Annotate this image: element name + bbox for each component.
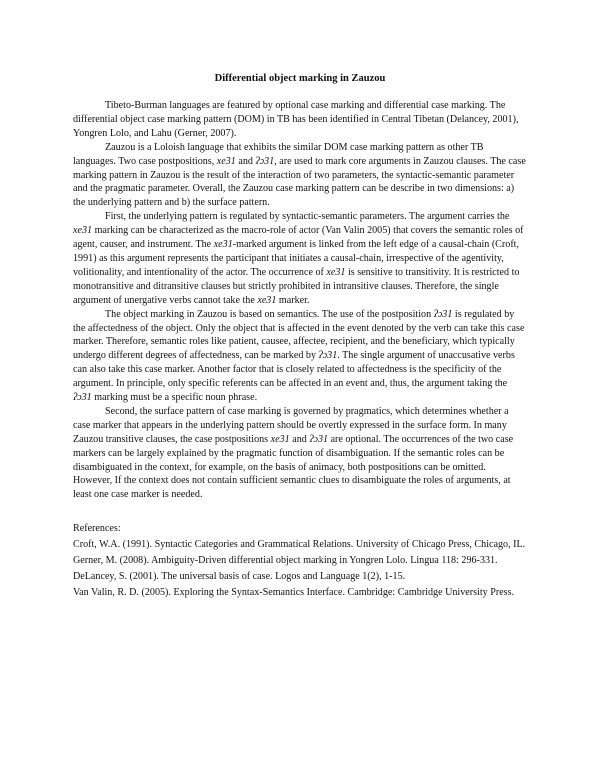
paragraph-text: marker. xyxy=(276,294,310,306)
paragraph-text: -marked argument is linked from the left edge of a causal-chain (Croft, 1991) as this argument represents the participant that initiates a causal-chain, irrespective of the agentivity, volitionality, and intentionality of the actor. The occurrence of xyxy=(73,239,520,278)
body-paragraph xyxy=(73,141,527,211)
case-marker-term: xe31 xyxy=(326,266,346,278)
body-paragraph xyxy=(73,308,527,405)
case-marker-term: xe31 xyxy=(257,294,277,306)
paragraph-text: . The single argument of unaccusative verbs can also take this case marker. Another factor that is closely related to affectedness is the specificity of the argument. In principle, only specific referents can be affected in an event and, thus, the argument taking the xyxy=(73,350,515,390)
paragraph-text: are optional. The occurrences of the two case markers can be largely explained by the pragmatic function of disambiguation. If the semantic roles can be disambiguated in the context, for example, on the basis of animacy, both postpositions can be omitted. However, If the context does not contain sufficient semantic clues to disambiguate the roles of arguments, at least one case marker is needed. xyxy=(73,433,514,501)
paragraph-text: is regulated by the affectedness of the object. Only the object that is affected in the event denoted by the verb can take this case marker. Therefore, semantic roles like patient, causee, affectee, recipient, and the beneficiary, which typically undergo different degrees of affectedness, can be marked by xyxy=(73,308,525,362)
case-marker-term: xe31 xyxy=(213,239,233,251)
paragraph-text: Tibeto-Burman languages are featured by optional case marking and differential case marking. The differential object case marking pattern (DOM) in TB has been identified in Central Tibetan (Delancey, 2001), Yongren Lolo, and Lahu (Gerner, 2007). xyxy=(73,100,519,139)
case-marker-term: ʔɔ31 xyxy=(73,392,92,404)
case-marker-term: ʔɔ31 xyxy=(433,308,453,320)
paragraph-text: The object marking in Zauzou is based on semantics. The use of the postposition xyxy=(105,308,434,320)
paragraph-text: marking must be a specific noun phrase. xyxy=(91,392,258,404)
paragraph-text: marking can be characterized as the macro-role of actor (Van Valin 2005) that covers the semantic roles of agent, causer, and instrument. The xyxy=(73,225,524,251)
case-marker-term: ʔɔ31 xyxy=(309,433,329,445)
case-marker-term: xe31 xyxy=(270,433,290,445)
paragraph-text: and xyxy=(289,433,310,445)
case-marker-term: xe31 xyxy=(73,225,93,237)
paragraph-text: First, the underlying pattern is regulated by syntactic-semantic parameters. The argument carries the xyxy=(105,211,510,223)
paragraph-text: , are used to mark core arguments in Zauzou clauses. The case marking pattern in Zauzou is the result of the interaction of two parameters, the syntactic-semantic parameter and the pragmatic parameter. Overall, the Zauzou case marking pattern can be describe in two dimensions: a) the underlying pattern and b) the surface pattern. xyxy=(73,155,526,209)
paragraph-text: Zauzou is a Loloish language that exhibits the similar DOM case marking pattern as other TB languages. Two case postpositions, xyxy=(73,141,484,167)
reference-item: DeLancey, S. (2001). The universal basis of case. Logos and Language 1(2), 1-15. xyxy=(73,571,406,582)
case-marker-term: ʔɔ31 xyxy=(318,350,338,362)
references-heading: References: xyxy=(73,523,121,535)
document-body xyxy=(73,99,527,502)
references-section xyxy=(73,522,527,600)
paragraph-text: and xyxy=(235,155,256,167)
document-page xyxy=(73,72,527,602)
body-paragraph xyxy=(73,210,527,307)
document-title: Differential object marking in Zauzou xyxy=(214,73,386,84)
paragraph-text: Second, the surface pattern of case marking is governed by pragmatics, which determines whether a case marker that appears in the underlying pattern should be overtly expressed in the surface form. In many Zauzou transitive clauses, the case postpositions xyxy=(73,405,509,445)
body-paragraph xyxy=(73,405,527,502)
reference-item: Croft, W.A. (1991). Syntactic Categories and Grammatical Relations. University of Chicago Press, Chicago, IL. xyxy=(73,539,526,551)
case-marker-term: xe31 xyxy=(216,155,236,167)
reference-item: Gerner, M. (2008). Ambiguity-Driven differential object marking in Yongren Lolo. Lingua 118: 296-331. xyxy=(73,555,498,567)
reference-item: Van Valin, R. D. (2005). Exploring the Syntax-Semantics Interface. Cambridge: Cambridge University Press. xyxy=(73,586,515,598)
body-paragraph xyxy=(73,99,527,141)
paragraph-text: is sensitive to transitivity. It is restricted to monotransitive and ditransitive clauses but strictly prohibited in intransitive clauses. Therefore, the single argument of unergative verbs cannot take the xyxy=(73,266,520,306)
case-marker-term: ʔɔ31 xyxy=(255,155,275,167)
